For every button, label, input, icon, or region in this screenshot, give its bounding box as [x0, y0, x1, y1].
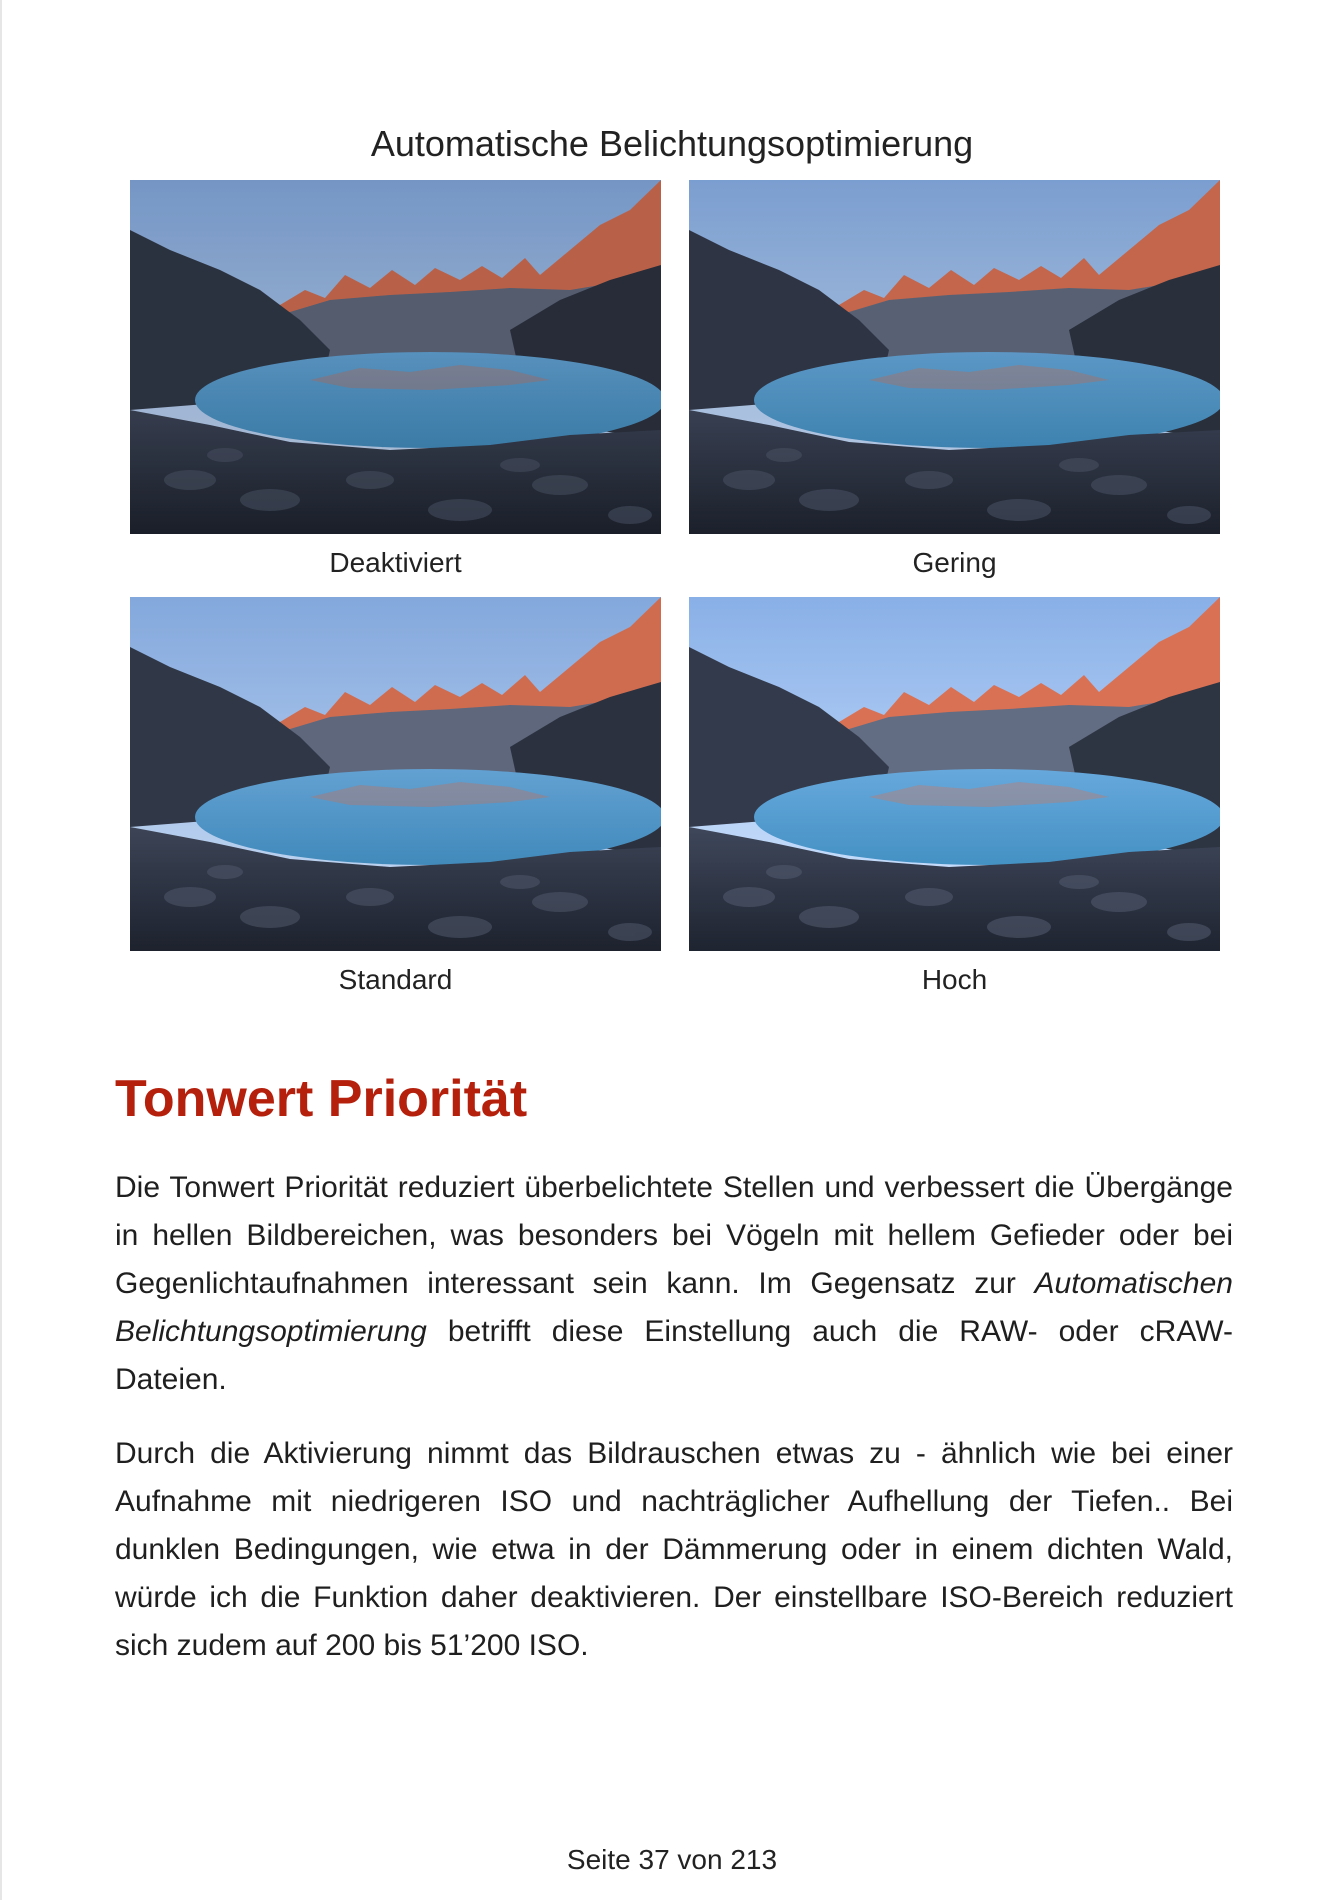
caption-hoch: Hoch	[921, 964, 988, 995]
paragraph-tonwert-prioritaet	[115, 1164, 1233, 1404]
page-number: Seite 37 von 213	[566, 1844, 778, 1875]
photo-hoch	[689, 597, 1220, 951]
caption-deaktiviert: Deaktiviert	[329, 547, 462, 578]
photo-standard	[130, 597, 661, 951]
section-heading: Tonwert Priorität	[115, 1070, 528, 1128]
paragraph-1-text-a: Die Tonwert Priorität reduziert überbelichtete Stellen und verbessert die Übergänge in hellen Bildbereichen, was besonders bei Vögeln mit hellem Gefieder oder bei Gegenlichtaufnahmen interessant sein kann. Im Gegensatz zur	[115, 1171, 1233, 1300]
paragraph-1-text-b: betrifft diese Einstellung auch die RAW- oder cRAW-Dateien.	[115, 1315, 1233, 1396]
figure-title: Automatische Belichtungsoptimierung	[370, 123, 974, 164]
paragraph-bildrauschen: Durch die Aktivierung nimmt das Bildrauschen etwas zu - ähnlich wie bei einer Aufnahme mit niedrigeren ISO und nachträglicher Aufhellung der Tiefen.. Bei dunklen Bedingungen, wie etwa in der Dämmerung oder in einem dichten Wald, würde ich die Funktion daher deaktivieren. Der einstellbare ISO-Bereich reduziert sich zudem auf 200 bis 51’200 ISO.	[115, 1437, 1233, 1662]
caption-standard: Standard	[338, 964, 453, 995]
photo-deaktiviert	[130, 180, 661, 534]
paragraph-1-emphasis: Automatischen Belichtungsoptimierung	[115, 1267, 1233, 1348]
caption-gering: Gering	[912, 547, 997, 578]
photo-gering	[689, 180, 1220, 534]
page-edge	[0, 0, 2, 1900]
